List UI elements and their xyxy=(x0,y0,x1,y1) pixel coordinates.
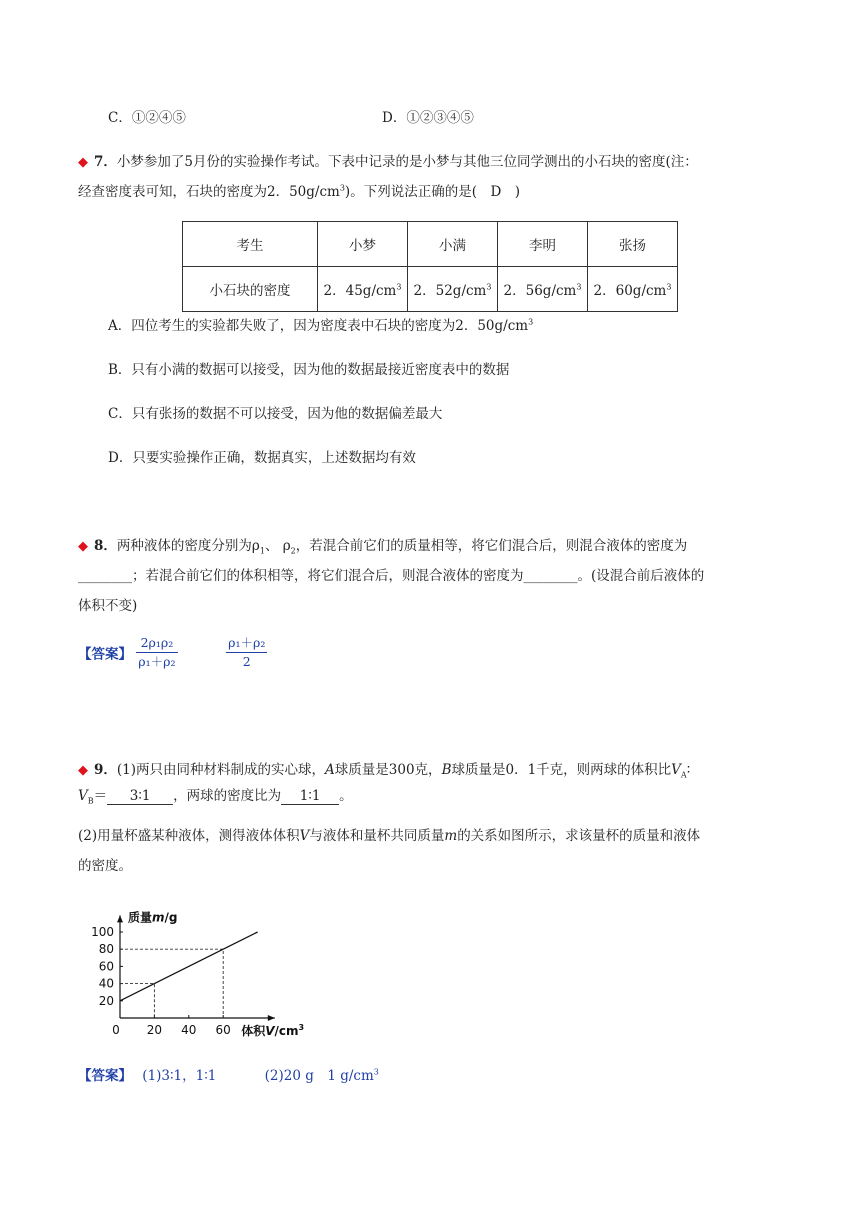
table-row xyxy=(183,267,678,312)
table-header-row xyxy=(183,222,678,267)
x-tick-label: 20 xyxy=(146,1023,163,1037)
q8-answer xyxy=(78,634,267,671)
series-line xyxy=(120,932,258,1001)
answer-fraction-2 xyxy=(226,634,267,671)
table-header-cell: 张扬 xyxy=(588,222,678,267)
table-cell: 2．$52g/cm^3$ xyxy=(408,267,498,312)
q6-option-c: C．①②④⑤ xyxy=(108,110,186,126)
answer-label: 【答案】 xyxy=(78,646,132,663)
y-tick-label: 60 xyxy=(98,959,114,974)
q9-part1-line1: ◆ 9．(1)两只由同种材料制成的实心球，A球质量是300克，B球质量是0．1千克，则两球的体积比$V_A∶$ xyxy=(78,762,691,780)
fraction-numerator: 2ρ₁ρ₂ xyxy=(136,634,177,653)
q7-stem-text1: 小梦参加了5月份的实验操作考试。下表中记录的是小梦与其他三位同学测出的小石块的密度(注： xyxy=(116,154,698,170)
fraction-denominator: 2 xyxy=(242,654,251,669)
x-tick-label: 60 xyxy=(215,1023,231,1037)
q8-blank-1: ________ xyxy=(78,568,132,584)
fraction-numerator: ρ₁＋ρ₂ xyxy=(226,634,267,653)
q7-option-a: A．四位考生的实验都失败了，因为密度表中石块的密度为2．$50g/cm^3$ xyxy=(108,317,534,334)
q8-line2: ________；若混合前它们的体积相等，将它们混合后，则混合液体的密度为________。(设混合前后液体的 xyxy=(78,568,705,584)
q8-line1: ◆ 8．两种液体的密度分别为$\rho_1$、 $\rho_2$，若混合前它们的质量相等，将它们混合后，则混合液体的密度为 xyxy=(78,538,688,556)
table-cell: 2．$60g/cm^3$ xyxy=(588,267,678,312)
diamond-icon: ◆ xyxy=(78,539,88,554)
y-axis-label: 质量m/g xyxy=(128,910,178,925)
q7-stem-text3: )。下列说法正确的是( D ) xyxy=(344,184,521,200)
y-axis-arrow-icon xyxy=(117,915,123,922)
q8-line3: 体积不变) xyxy=(78,598,138,614)
q7-option-c: C．只有张扬的数据不可以接受，因为他的数据偏差最大 xyxy=(108,406,443,422)
answer-part1: (1)3∶1，1∶1 xyxy=(142,1068,217,1084)
x-tick-label: 0 xyxy=(112,1023,120,1037)
q7-stem-line1 xyxy=(78,150,698,170)
q6-option-d: D．①②③④⑤ xyxy=(382,110,474,126)
y-tick-label: 40 xyxy=(98,976,114,991)
q8-blank-2: ________ xyxy=(523,568,578,584)
table-cell: 2．$45g/cm^3$ xyxy=(318,267,408,312)
x-axis-label: 体积$V/cm^3$ xyxy=(241,1023,305,1038)
q7-option-d: D．只要实验操作正确，数据真实，上述数据均有效 xyxy=(108,450,416,466)
table-header-cell: 小梦 xyxy=(318,222,408,267)
diamond-icon: ◆ xyxy=(78,155,88,170)
q9-part2-line2: 的密度。 xyxy=(78,858,132,874)
y-tick-label: 20 xyxy=(98,993,114,1008)
q7-option-b: B．只有小满的数据可以接受，因为他的数据最接近密度表中的数据 xyxy=(108,362,510,378)
table-header-cell: 考生 xyxy=(183,222,318,267)
q9-blank-volume-ratio: 3∶1 xyxy=(107,788,173,805)
table-row-label: 小石块的密度 xyxy=(183,267,318,312)
q9-blank-density-ratio: 1∶1 xyxy=(281,788,339,805)
q7-number: 7． xyxy=(94,154,117,170)
density-table xyxy=(182,221,678,312)
q9-number: 9． xyxy=(94,762,117,778)
x-tick-label: 40 xyxy=(181,1023,197,1037)
answer-part2: (2)20 g 1 $g/cm^3$ xyxy=(264,1067,379,1084)
table-header-cell: 小满 xyxy=(408,222,498,267)
table-cell: 2．$56g/cm^3$ xyxy=(498,267,588,312)
q9-part2-line1: (2)用量杯盛某种液体，测得液体体积V与液体和量杯共同质量m的关系如图所示，求该量杯的质量和液体 xyxy=(78,828,701,844)
table-header-cell: 李明 xyxy=(498,222,588,267)
q8-number: 8． xyxy=(94,538,117,554)
q9-part1-line2: $V_B=$ 3∶1 ，两球的密度比为 1∶1 。 xyxy=(78,788,353,806)
q7-stem-line2 xyxy=(78,180,520,200)
unit-superscript: 3 xyxy=(339,183,345,193)
y-tick-label: 80 xyxy=(98,942,114,957)
answer-fraction-1 xyxy=(136,634,177,671)
q7-stem-text2: 经查密度表可知，石块的密度为2．50g/cm xyxy=(78,184,340,200)
x-axis-arrow-icon xyxy=(268,1015,275,1021)
y-tick-label: 100 xyxy=(91,925,114,939)
fraction-denominator: ρ₁＋ρ₂ xyxy=(138,654,176,669)
q9-answer xyxy=(78,1064,379,1084)
mass-volume-graph xyxy=(90,890,310,1040)
diamond-icon: ◆ xyxy=(78,763,88,778)
guide-line xyxy=(120,984,154,1018)
answer-label: 【答案】 xyxy=(78,1068,132,1084)
